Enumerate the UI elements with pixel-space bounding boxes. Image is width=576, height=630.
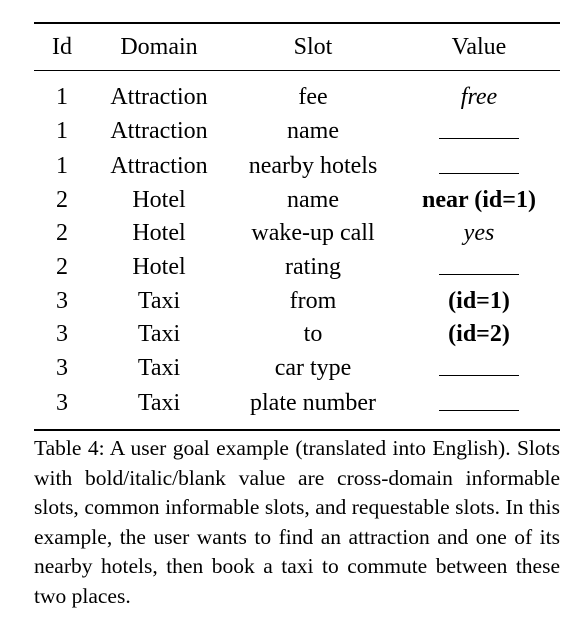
table-row (34, 386, 560, 430)
cell-domain: Taxi (137, 321, 181, 347)
header-value: Value (451, 33, 507, 60)
cell-slot: rating (285, 254, 341, 280)
bold-value: near (id=1) (422, 187, 536, 213)
cell-slot: plate number (250, 390, 376, 416)
cell-id: 2 (56, 220, 68, 246)
italic-value: free (460, 84, 498, 110)
table-body (34, 71, 560, 431)
cell-id: 3 (56, 288, 68, 314)
cell-domain: Attraction (110, 153, 208, 179)
italic-value: yes (463, 220, 495, 246)
cell-value (398, 386, 560, 430)
cell-value (398, 318, 560, 351)
cell-value (398, 285, 560, 318)
cell-domain: Taxi (137, 355, 181, 381)
cell-value (398, 351, 560, 386)
table-row (34, 351, 560, 386)
cell-slot: to (303, 321, 323, 347)
table-row (34, 217, 560, 250)
header-id: Id (52, 33, 72, 60)
blank-value-line (439, 351, 519, 376)
cell-value (398, 149, 560, 184)
cell-domain: Attraction (110, 118, 208, 144)
cell-slot: fee (298, 84, 328, 110)
cell-id: 3 (56, 390, 68, 416)
cell-slot: car type (274, 355, 352, 381)
cell-id: 2 (56, 254, 68, 280)
table-caption: Table 4: A user goal example (translated into English). Slots with bold/italic/blank value are cross-domain informable slots, common informable slots, and requestable slots. In this example, the user wants to find an attraction and one of its nearby hotels, then book a taxi to commute between these two places. (34, 436, 560, 608)
table-row (34, 285, 560, 318)
cell-domain: Hotel (132, 220, 186, 246)
header-row (34, 23, 560, 71)
cell-slot: nearby hotels (248, 153, 378, 179)
cell-slot: from (289, 288, 337, 314)
blank-value-line (439, 114, 519, 139)
table-row (34, 114, 560, 149)
header-slot: Slot (293, 33, 333, 60)
cell-id: 3 (56, 355, 68, 381)
cell-slot: name (287, 187, 339, 213)
cell-id: 1 (56, 153, 68, 179)
cell-domain: Taxi (137, 288, 181, 314)
cell-value (398, 217, 560, 250)
user-goal-table (34, 22, 560, 431)
cell-domain: Hotel (132, 187, 186, 213)
cell-domain: Attraction (110, 84, 208, 110)
header-domain: Domain (120, 33, 198, 60)
cell-slot: name (287, 118, 339, 144)
table-row (34, 71, 560, 115)
goal-table-container (34, 22, 560, 431)
cell-value (398, 71, 560, 115)
cell-id: 2 (56, 187, 68, 213)
bold-value: (id=1) (448, 288, 510, 314)
bold-value: (id=2) (448, 321, 510, 347)
blank-value-line (439, 250, 519, 275)
blank-value-line (439, 149, 519, 174)
cell-value (398, 184, 560, 217)
cell-value (398, 250, 560, 285)
cell-id: 1 (56, 118, 68, 144)
blank-value-line (439, 386, 519, 411)
table-header (34, 23, 560, 71)
cell-value (398, 114, 560, 149)
table-row (34, 250, 560, 285)
table-row (34, 184, 560, 217)
table-row (34, 318, 560, 351)
cell-domain: Taxi (137, 390, 181, 416)
cell-id: 3 (56, 321, 68, 347)
cell-slot: wake-up call (251, 220, 375, 246)
table-row (34, 149, 560, 184)
cell-id: 1 (56, 84, 68, 110)
cell-domain: Hotel (132, 254, 186, 280)
